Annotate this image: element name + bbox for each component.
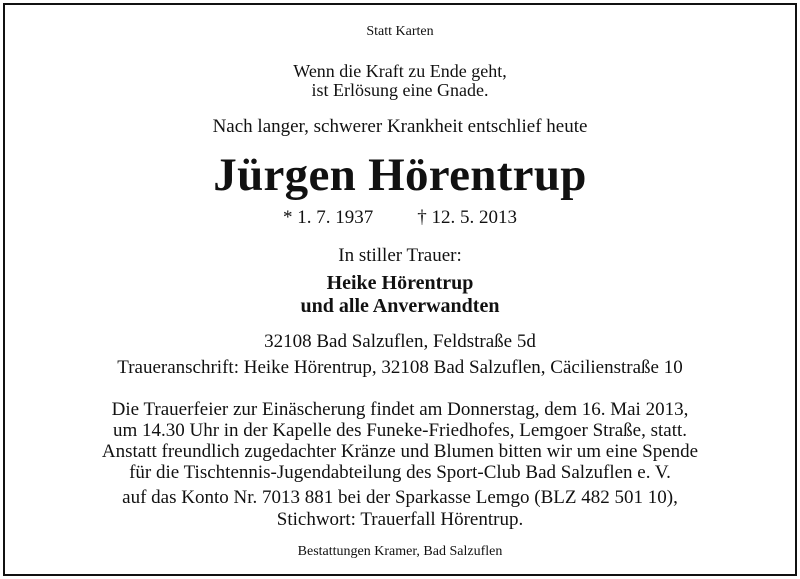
condolence-address: Traueranschrift: Heike Hörentrup, 32108 Bad Salzuflen, Cäcilienstraße 10 [117,357,683,378]
statt-karten-label: Statt Karten [366,24,434,39]
announcement-line: um 14.30 Uhr in der Kapelle des Funeke-Friedhofes, Lemgoer Straße, statt. [112,420,688,441]
mourning-label: In stiller Trauer: [338,245,462,266]
announcement-line: auf das Konto Nr. 7013 881 bei der Sparkasse Lemgo (BLZ 482 501 10), [122,487,678,508]
announcement-line: Die Trauerfeier zur Einäscherung findet am Donnerstag, dem 16. Mai 2013, [111,399,689,420]
announcement-line: Anstatt freundlich zugedachter Kränze und Blumen bitten wir um eine Spende [101,441,699,462]
residence-address: 32108 Bad Salzuflen, Feldstraße 5d [264,331,536,352]
intro-text: Nach langer, schwerer Krankheit entschlief heute [212,116,588,137]
death-date: † 12. 5. 2013 [417,207,517,228]
deceased-name: Jürgen Hörentrup [213,149,587,201]
motto-line-2: ist Erlösung eine Gnade. [311,80,489,100]
mourner-name: Heike Hörentrup [326,272,474,294]
undertaker-credit: Bestattungen Kramer, Bad Salzuflen [297,544,503,559]
motto-line-1: Wenn die Kraft zu Ende geht, [293,61,507,81]
announcement-line: Stichwort: Trauerfall Hörentrup. [276,509,524,530]
announcement-line: für die Tischtennis-Jugendabteilung des Sport-Club Bad Salzuflen e. V. [129,462,671,483]
birth-date: * 1. 7. 1937 [283,207,374,228]
life-dates [0,208,800,227]
mourner-relatives: und alle Anverwandten [300,295,500,317]
